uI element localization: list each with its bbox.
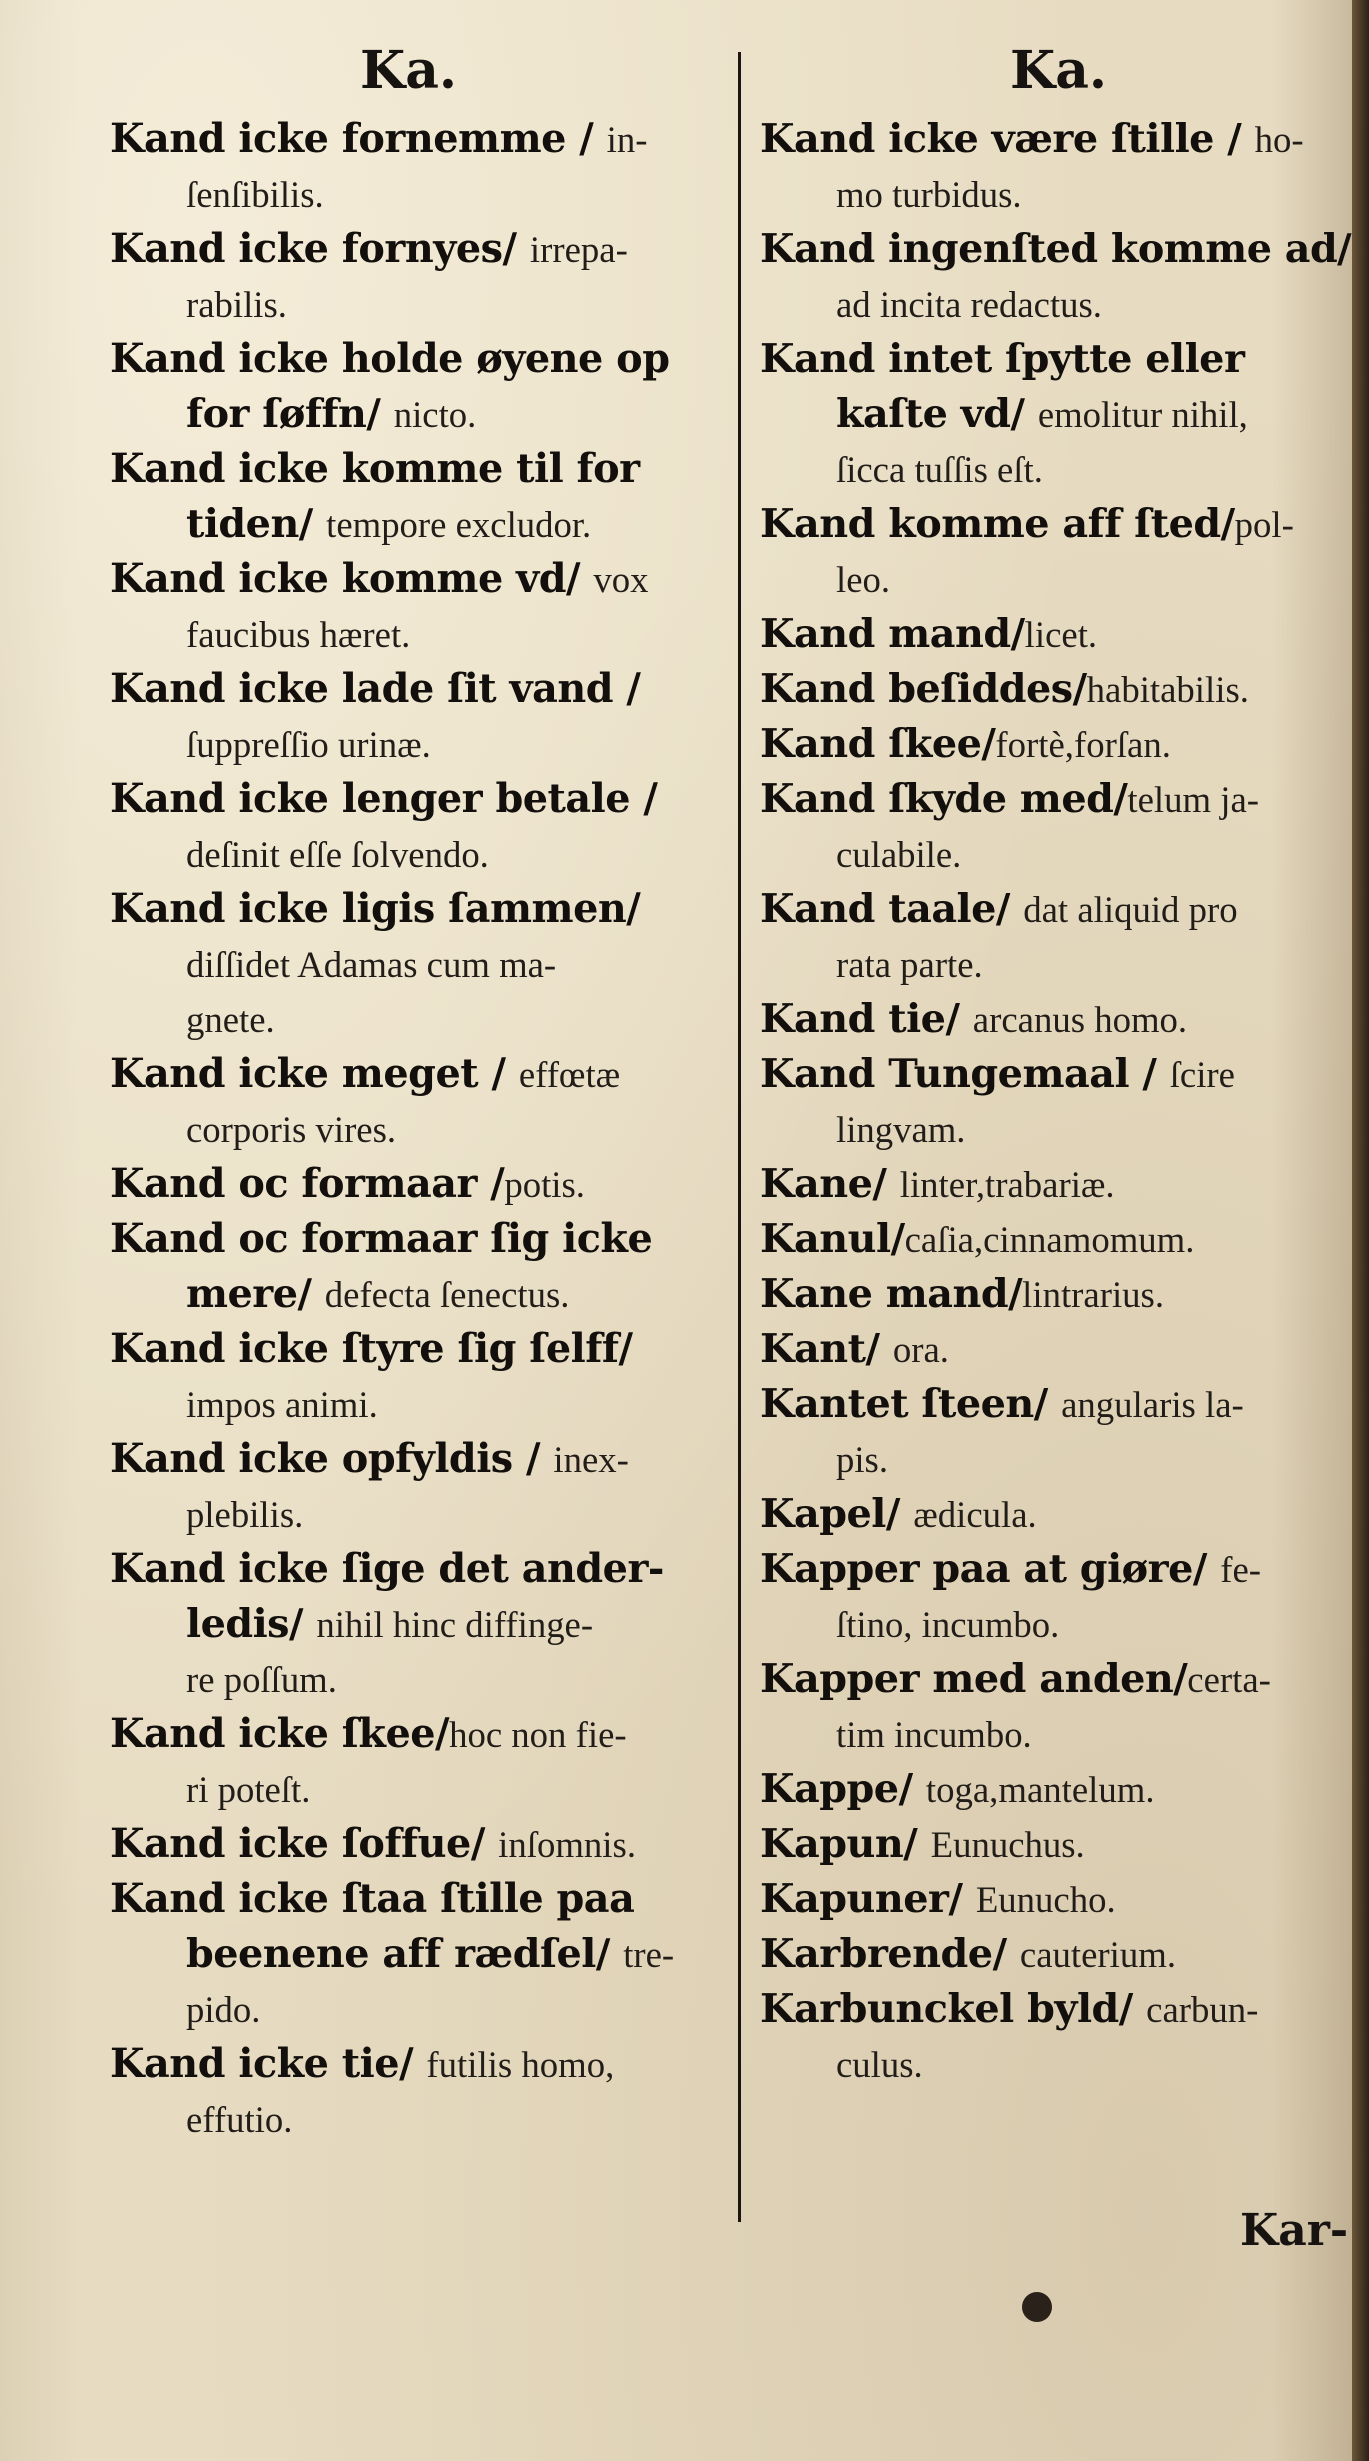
entry-continuation — [110, 1102, 750, 1157]
latin-gloss: arcanus homo. — [972, 999, 1188, 1040]
entry-headline — [110, 1157, 750, 1212]
danish-term: Kanul/ — [760, 1216, 905, 1262]
danish-term: Kand intet ſpytte eller — [760, 336, 1245, 382]
dictionary-entry — [110, 1432, 750, 1542]
dictionary-entry — [760, 1982, 1355, 2092]
latin-gloss: plebilis. — [186, 1494, 304, 1535]
latin-gloss: toga,mantelum. — [925, 1769, 1155, 1810]
danish-term: Kane mand/ — [760, 1271, 1023, 1317]
dictionary-entry — [760, 607, 1355, 662]
danish-term: Kand icke holde øyene op — [110, 336, 670, 382]
dictionary-entry — [760, 1762, 1355, 1817]
entry-continuation — [110, 1982, 750, 2037]
entry-headline — [110, 222, 750, 277]
right-entry-list — [760, 112, 1355, 2092]
dictionary-entry — [760, 772, 1355, 882]
entry-headline — [760, 1872, 1355, 1927]
dictionary-entry — [110, 1707, 750, 1817]
latin-gloss: ſenſibilis. — [186, 174, 324, 215]
danish-term: Kand icke ſkee/ — [110, 1711, 450, 1757]
danish-term: Kand icke lenger betale / — [110, 776, 658, 822]
entry-headline — [760, 717, 1355, 772]
dictionary-entry — [110, 772, 750, 882]
danish-term: Kand oc formaar / — [110, 1161, 505, 1207]
entry-continuation — [760, 1432, 1355, 1487]
latin-gloss: lintrarius. — [1022, 1274, 1165, 1315]
entry-headline — [760, 992, 1355, 1047]
dictionary-entry — [760, 497, 1355, 607]
entry-headline — [110, 1212, 750, 1267]
danish-term: Kapun/ — [760, 1821, 931, 1867]
entry-headline — [110, 1872, 750, 1927]
dictionary-entry — [760, 1377, 1355, 1487]
dictionary-entry — [110, 222, 750, 332]
danish-term: Kand icke komme til for — [110, 446, 640, 492]
danish-term: Kand icke fornemme / — [110, 116, 607, 162]
entry-continuation — [760, 167, 1355, 222]
dictionary-entry — [110, 112, 750, 222]
entry-headline — [760, 1047, 1355, 1102]
entry-headline — [760, 1212, 1355, 1267]
danish-term: Kantet ſteen/ — [760, 1381, 1062, 1427]
latin-gloss: irrepa- — [529, 229, 628, 270]
latin-gloss: nihil hinc diffinge- — [316, 1604, 594, 1645]
entry-continuation — [110, 1267, 750, 1322]
dictionary-entry — [760, 717, 1355, 772]
entry-continuation — [110, 1927, 750, 1982]
entry-headline — [760, 497, 1355, 552]
entry-headline — [760, 772, 1355, 827]
page-edge — [1352, 0, 1369, 2461]
danish-term: for ſøffn/ — [186, 391, 394, 437]
latin-gloss: tim incumbo. — [836, 1714, 1032, 1755]
entry-headline — [760, 1652, 1355, 1707]
latin-gloss: rata parte. — [836, 944, 983, 985]
latin-gloss: culabile. — [836, 834, 962, 875]
entry-headline — [110, 1432, 750, 1487]
dictionary-entry — [760, 1157, 1355, 1212]
latin-gloss: defecta ſenectus. — [324, 1274, 570, 1315]
latin-gloss: pis. — [836, 1439, 889, 1480]
latin-gloss: hoc non fie- — [449, 1714, 627, 1755]
entry-continuation — [110, 1597, 750, 1652]
danish-term: ledis/ — [186, 1601, 317, 1647]
column-divider — [738, 52, 741, 2222]
latin-gloss: ſicca tuſſis eſt. — [836, 449, 1043, 490]
entry-continuation — [110, 1762, 750, 1817]
entry-continuation — [110, 717, 750, 772]
latin-gloss: corporis vires. — [186, 1109, 397, 1150]
latin-gloss: diſſidet Adamas cum ma- — [186, 944, 557, 985]
entry-headline — [110, 1817, 750, 1872]
danish-term: Kand icke ſtyre ſig ſelff/ — [110, 1326, 633, 1372]
latin-gloss: pol- — [1234, 504, 1294, 545]
entry-headline — [760, 1927, 1355, 1982]
entry-continuation — [760, 1102, 1355, 1157]
dictionary-entry — [110, 332, 750, 442]
entry-continuation — [110, 497, 750, 552]
dictionary-entry — [760, 1212, 1355, 1267]
entry-headline — [760, 1157, 1355, 1212]
entry-continuation — [760, 1707, 1355, 1762]
dictionary-entry — [110, 1322, 750, 1432]
latin-gloss: vox — [593, 559, 649, 600]
danish-term: Kand tie/ — [760, 996, 973, 1042]
latin-gloss: ora. — [892, 1329, 949, 1370]
latin-gloss: ad incita redactus. — [836, 284, 1102, 325]
entry-continuation — [110, 607, 750, 662]
latin-gloss: tempore excludor. — [326, 504, 592, 545]
latin-gloss: certa- — [1187, 1659, 1271, 1700]
danish-term: Kappe/ — [760, 1766, 926, 1812]
danish-term: Kand icke være ſtille / — [760, 116, 1255, 162]
dictionary-entry — [760, 1267, 1355, 1322]
dictionary-entry — [760, 112, 1355, 222]
latin-gloss: nicto. — [393, 394, 477, 435]
latin-gloss: linter,trabariæ. — [899, 1164, 1115, 1205]
entry-headline — [760, 882, 1355, 937]
entry-continuation — [110, 827, 750, 882]
entry-continuation — [110, 937, 750, 992]
left-column-header: Ka. — [360, 40, 457, 101]
latin-gloss: in- — [606, 119, 648, 160]
dictionary-entry — [760, 1487, 1355, 1542]
entry-headline — [110, 1707, 750, 1762]
latin-gloss: ſcire — [1169, 1054, 1235, 1095]
entry-continuation — [110, 167, 750, 222]
danish-term: Kand icke ſtaa ſtille paa — [110, 1876, 635, 1922]
entry-continuation — [110, 1652, 750, 1707]
entry-continuation — [760, 277, 1355, 332]
danish-term: mere/ — [186, 1271, 325, 1317]
danish-term: Kand komme aff ſted/ — [760, 501, 1235, 547]
danish-term: Kand taale/ — [760, 886, 1024, 932]
dictionary-entry — [110, 1872, 750, 2037]
latin-gloss: Eunucho. — [975, 1879, 1116, 1920]
danish-term: Kand ſkyde med/ — [760, 776, 1128, 822]
latin-gloss: faucibus hæret. — [186, 614, 411, 655]
latin-gloss: effœtæ — [518, 1054, 621, 1095]
danish-term: Kapel/ — [760, 1491, 914, 1537]
entry-continuation — [760, 552, 1355, 607]
right-column — [760, 0, 1355, 2461]
dictionary-entry — [110, 1157, 750, 1212]
dictionary-entry — [760, 1542, 1355, 1652]
entry-continuation — [110, 1487, 750, 1542]
entry-headline — [760, 332, 1355, 387]
entry-headline — [110, 332, 750, 387]
dictionary-entry — [760, 332, 1355, 497]
latin-gloss: habitabilis. — [1086, 669, 1249, 710]
entry-continuation — [110, 2092, 750, 2147]
entry-headline — [760, 112, 1355, 167]
latin-gloss: leo. — [836, 559, 891, 600]
latin-gloss: rabilis. — [186, 284, 287, 325]
entry-headline — [760, 1817, 1355, 1872]
latin-gloss: gnete. — [186, 999, 275, 1040]
dictionary-entry — [760, 1652, 1355, 1762]
entry-headline — [760, 607, 1355, 662]
entry-continuation — [110, 992, 750, 1047]
entry-continuation — [760, 2037, 1355, 2092]
danish-term: Karbrende/ — [760, 1931, 1020, 1977]
latin-gloss: re poſſum. — [186, 1659, 337, 1700]
latin-gloss: lingvam. — [836, 1109, 966, 1150]
danish-term: Kapuner/ — [760, 1876, 976, 1922]
latin-gloss: impos animi. — [186, 1384, 378, 1425]
latin-gloss: fortè,forſan. — [995, 724, 1171, 765]
latin-gloss: Eunuchus. — [930, 1824, 1085, 1865]
entry-headline — [110, 2037, 750, 2092]
entry-headline — [110, 772, 750, 827]
danish-term: Kand ingenſted komme ad/ — [760, 226, 1352, 272]
latin-gloss: fe- — [1220, 1549, 1261, 1590]
danish-term: Kand ſkee/ — [760, 721, 996, 767]
entry-continuation — [760, 442, 1355, 497]
dictionary-entry — [760, 1322, 1355, 1377]
entry-headline — [760, 1487, 1355, 1542]
latin-gloss: tre- — [623, 1934, 675, 1975]
dictionary-entry — [110, 882, 750, 1047]
entry-headline — [110, 662, 750, 717]
entry-headline — [110, 1322, 750, 1377]
entry-continuation — [760, 387, 1355, 442]
danish-term: Kand icke ſoffue/ — [110, 1821, 499, 1867]
entry-continuation — [760, 827, 1355, 882]
latin-gloss: culus. — [836, 2044, 923, 2085]
latin-gloss: ædicula. — [913, 1494, 1037, 1535]
latin-gloss: effutio. — [186, 2099, 293, 2140]
dictionary-entry — [110, 2037, 750, 2147]
danish-term: Kand icke fornyes/ — [110, 226, 530, 272]
latin-gloss: dat aliquid pro — [1023, 889, 1238, 930]
danish-term: Kand icke opfyldis / — [110, 1436, 554, 1482]
danish-term: Karbunckel byld/ — [760, 1986, 1147, 2032]
danish-term: Kant/ — [760, 1326, 893, 1372]
latin-gloss: inſomnis. — [498, 1824, 637, 1865]
danish-term: Kand beſiddes/ — [760, 666, 1087, 712]
dictionary-entry — [110, 442, 750, 552]
left-column — [110, 0, 750, 2461]
latin-gloss: licet. — [1024, 614, 1098, 655]
entry-headline — [110, 1047, 750, 1102]
latin-gloss: carbun- — [1146, 1989, 1259, 2030]
danish-term: Kand Tungemaal / — [760, 1051, 1170, 1097]
danish-term: Kand icke komme vd/ — [110, 556, 594, 602]
danish-term: Kand mand/ — [760, 611, 1025, 657]
dictionary-entry — [110, 1817, 750, 1872]
entry-headline — [110, 442, 750, 497]
latin-gloss: deſinit eſſe ſolvendo. — [186, 834, 489, 875]
dictionary-entry — [110, 662, 750, 772]
ink-blot — [1022, 2292, 1052, 2322]
entry-continuation — [760, 937, 1355, 992]
latin-gloss: ſtino, incumbo. — [836, 1604, 1060, 1645]
dictionary-entry — [760, 1047, 1355, 1157]
latin-gloss: inex- — [553, 1439, 629, 1480]
entry-headline — [760, 1542, 1355, 1597]
latin-gloss: angularis la- — [1061, 1384, 1244, 1425]
entry-headline — [760, 1377, 1355, 1432]
entry-headline — [760, 662, 1355, 717]
danish-term: Kand icke meget / — [110, 1051, 519, 1097]
entry-headline — [110, 882, 750, 937]
entry-continuation — [110, 1377, 750, 1432]
latin-gloss: cauterium. — [1019, 1934, 1177, 1975]
entry-headline — [760, 1322, 1355, 1377]
danish-term: tiden/ — [186, 501, 327, 547]
entry-headline — [110, 1542, 750, 1597]
danish-term: Kapper med anden/ — [760, 1656, 1188, 1702]
latin-gloss: caſia,cinnamomum. — [904, 1219, 1195, 1260]
danish-term: Kand oc formaar ſig icke — [110, 1216, 653, 1262]
dictionary-entry — [110, 1047, 750, 1157]
danish-term: Kand icke ſige det ander- — [110, 1546, 664, 1592]
danish-term: Kane/ — [760, 1161, 900, 1207]
catchword: Kar- — [1240, 2205, 1349, 2256]
latin-gloss: emolitur nihil, — [1037, 394, 1248, 435]
dictionary-entry — [760, 1817, 1355, 1872]
latin-gloss: pido. — [186, 1989, 261, 2030]
left-entry-list — [110, 112, 750, 2147]
latin-gloss: mo turbidus. — [836, 174, 1022, 215]
dictionary-entry — [760, 1872, 1355, 1927]
dictionary-entry — [760, 662, 1355, 717]
danish-term: Kand icke lade ſit vand / — [110, 666, 641, 712]
latin-gloss: potis. — [504, 1164, 585, 1205]
latin-gloss: ſuppreſſio urinæ. — [186, 724, 431, 765]
dictionary-entry — [760, 1927, 1355, 1982]
latin-gloss: ho- — [1254, 119, 1304, 160]
entry-continuation — [760, 1597, 1355, 1652]
dictionary-entry — [760, 882, 1355, 992]
entry-continuation — [110, 387, 750, 442]
dictionary-entry — [110, 1542, 750, 1707]
entry-headline — [760, 222, 1355, 277]
latin-gloss: futilis homo, — [426, 2044, 615, 2085]
danish-term: Kapper paa at giøre/ — [760, 1546, 1221, 1592]
dictionary-entry — [760, 992, 1355, 1047]
danish-term: Kand icke ligis ſammen/ — [110, 886, 641, 932]
danish-term: Kand icke tie/ — [110, 2041, 427, 2087]
entry-headline — [110, 112, 750, 167]
latin-gloss: ri poteſt. — [186, 1769, 311, 1810]
dictionary-entry — [110, 1212, 750, 1322]
entry-headline — [110, 552, 750, 607]
entry-headline — [760, 1267, 1355, 1322]
dictionary-entry — [110, 552, 750, 662]
dictionary-entry — [760, 222, 1355, 332]
latin-gloss: telum ja- — [1127, 779, 1260, 820]
danish-term: kaſte vd/ — [836, 391, 1038, 437]
right-column-header: Ka. — [1010, 40, 1107, 101]
entry-headline — [760, 1762, 1355, 1817]
entry-continuation — [110, 277, 750, 332]
danish-term: beenene aff rædſel/ — [186, 1931, 624, 1977]
entry-headline — [760, 1982, 1355, 2037]
